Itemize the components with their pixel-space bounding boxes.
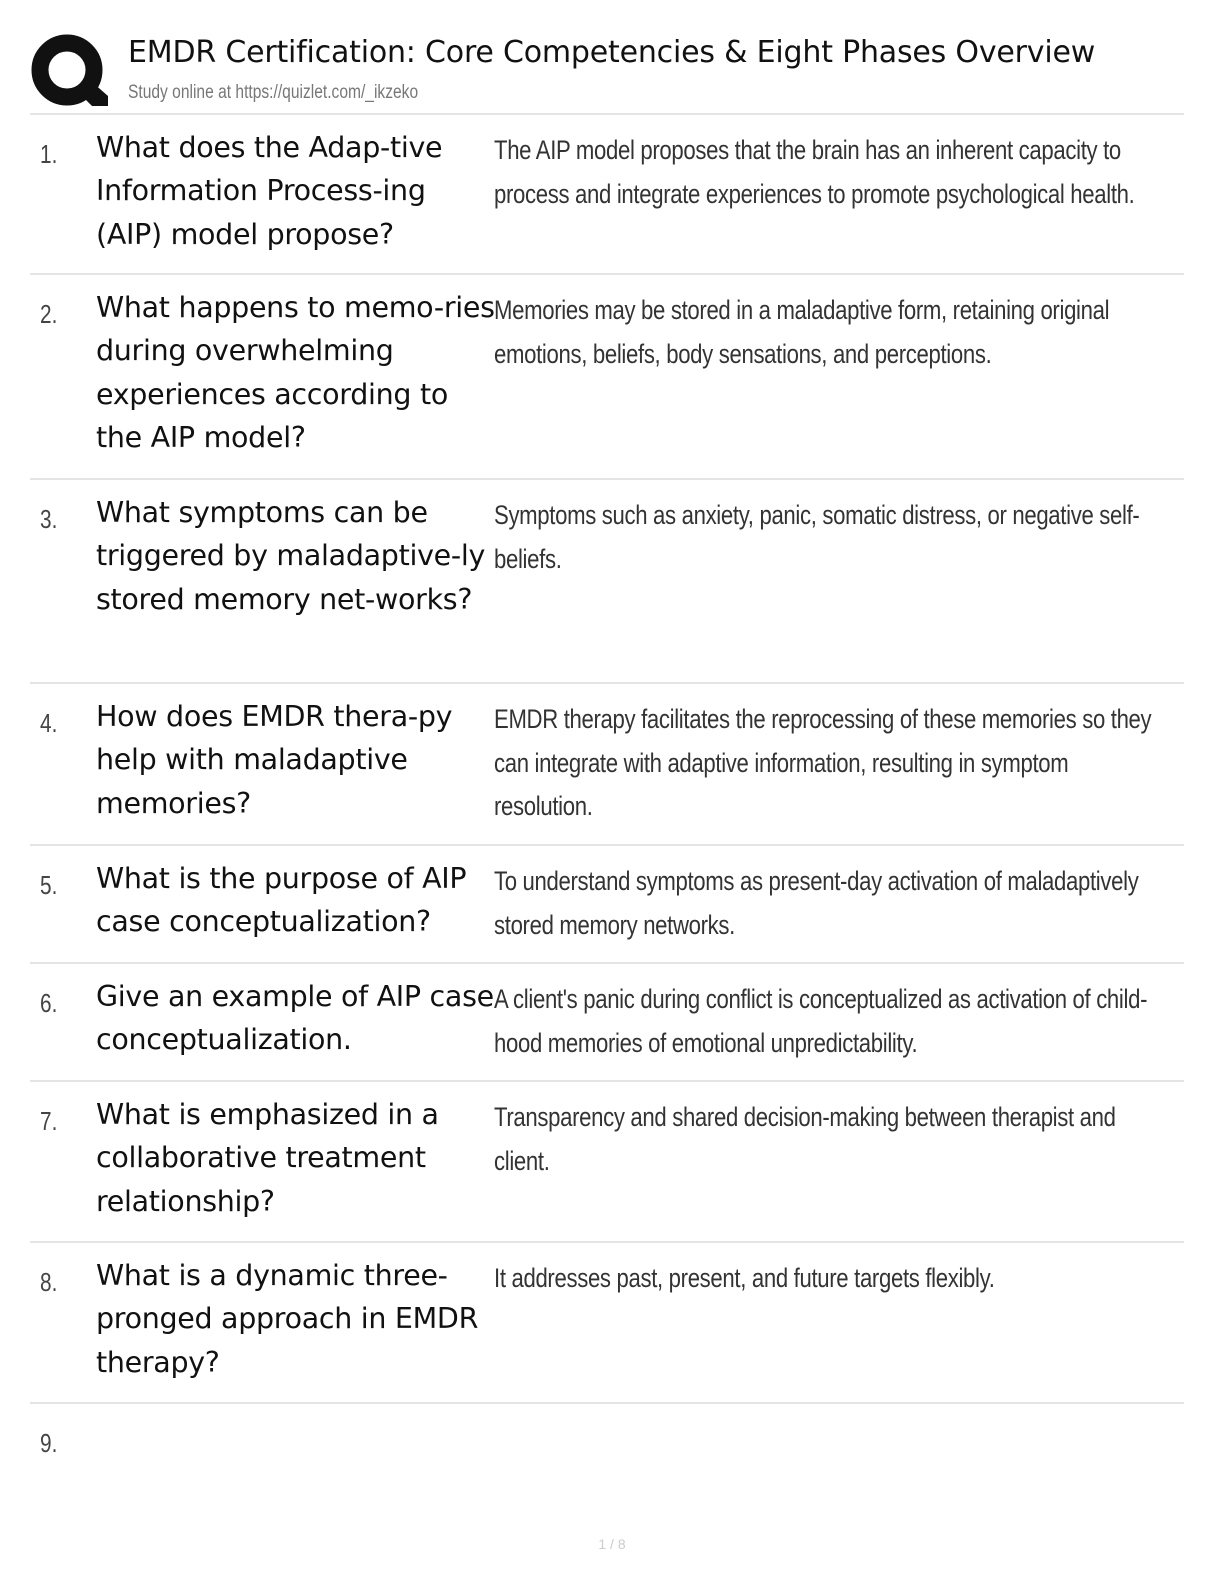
card-definition: Transparency and shared decision-making between therapist and client.: [494, 1102, 1116, 1176]
card-number: 1.: [40, 139, 58, 169]
page-title: EMDR Certification: Core Competencies & Eight Phases Overview: [128, 35, 1096, 70]
card-term: What is the purpose of AIP case conceptualization?: [96, 862, 467, 939]
flashcard-row: [30, 480, 1184, 684]
card-number: 2.: [40, 299, 58, 329]
card-definition: It addresses past, present, and future targets flexibly.: [494, 1263, 995, 1293]
card-term: What is a dynamic three-pronged approach in EMDR therapy?: [96, 1259, 479, 1379]
card-definition: Symptoms such as anxiety, panic, somatic distress, or negative self-beliefs.: [494, 500, 1140, 574]
flashcard-row: [30, 846, 1184, 964]
card-term: What happens to memo-ries during overwhelming experiences according to the AIP model?: [96, 291, 495, 455]
card-term: How does EMDR thera-py help with maladaptive memories?: [96, 700, 453, 820]
card-definition: Memories may be stored in a maladaptive form, retaining original emotions, beliefs, body sensations, and perceptions.: [494, 295, 1110, 369]
card-number: 9.: [40, 1428, 58, 1458]
page-header: [30, 28, 1190, 110]
card-term: What is emphasized in a collaborative treatment relationship?: [96, 1098, 439, 1218]
flashcard-row: [30, 115, 1184, 275]
flashcard-row: [30, 1082, 1184, 1243]
study-link[interactable]: Study online at https://quizlet.com/_ikzeko: [128, 82, 419, 103]
page-indicator: 1 / 8: [598, 1536, 626, 1552]
flashcard-row: [30, 684, 1184, 846]
flashcard-row: [30, 275, 1184, 480]
card-number: 4.: [40, 708, 58, 738]
card-number: 8.: [40, 1267, 58, 1297]
card-number: 3.: [40, 504, 58, 534]
card-term: What symptoms can be triggered by maladaptive-ly stored memory net-works?: [96, 496, 486, 616]
card-number: 7.: [40, 1106, 58, 1136]
card-definition: EMDR therapy facilitates the reprocessing of these memories so they can integrate with adaptive information, resulting in symptom resolution.: [494, 704, 1152, 821]
card-term: Give an example of AIP case conceptualization.: [96, 980, 494, 1057]
card-number: 5.: [40, 870, 58, 900]
flashcard-row: [30, 1404, 1184, 1494]
flashcard-row: [30, 964, 1184, 1082]
card-number: 6.: [40, 988, 58, 1018]
flashcard-list: [30, 115, 1184, 1494]
card-definition: A client's panic during conflict is conceptualized as activation of child-hood memories of emotional unpredictability.: [494, 984, 1148, 1058]
card-term: What does the Adap-tive Information Process-ing (AIP) model propose?: [96, 131, 443, 251]
quizlet-q-logo-icon: [30, 34, 110, 110]
card-definition: The AIP model proposes that the brain has an inherent capacity to process and integrate experiences to promote psychological health.: [494, 135, 1135, 209]
flashcard-row: [30, 1243, 1184, 1404]
card-definition: To understand symptoms as present-day activation of maladaptively stored memory networks.: [494, 866, 1139, 940]
